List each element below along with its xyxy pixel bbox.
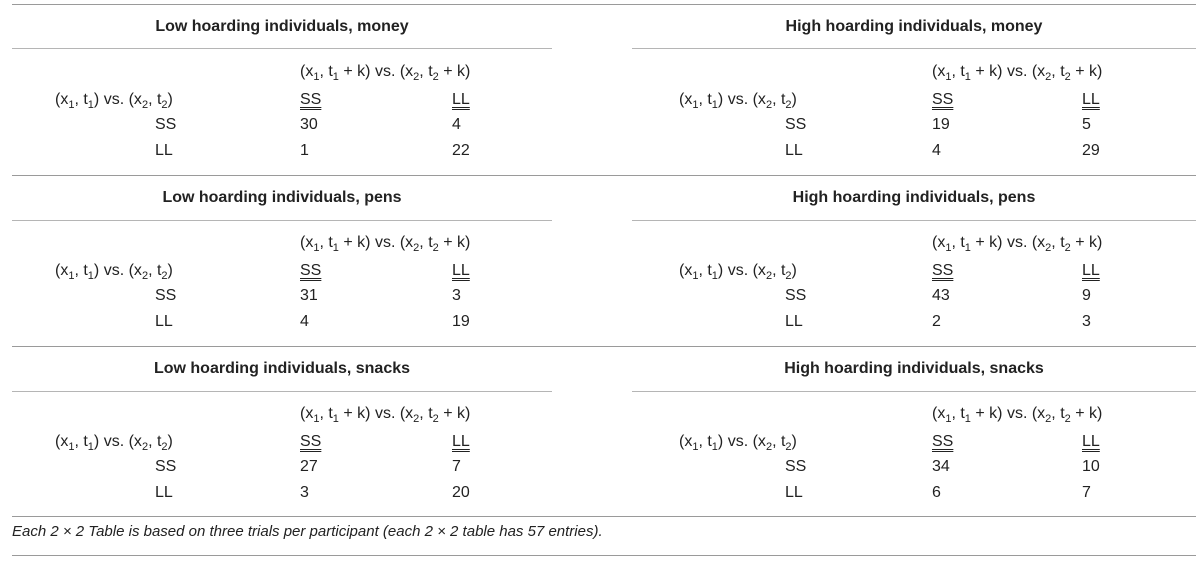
cell-ss-ll: 9 — [1082, 287, 1091, 304]
col-label-ll: LL — [452, 262, 470, 279]
row-label-ll: LL — [785, 142, 803, 159]
row-header: ($x_1$, $t_1$) vs. ($x_2$, $t_2$) — [55, 433, 173, 453]
title-rule-right-2 — [632, 220, 1196, 221]
row-label-ll: LL — [785, 484, 803, 501]
bottom-rule — [12, 555, 1196, 556]
cell-ll-ll: 29 — [1082, 142, 1100, 159]
cell-ss-ss: 34 — [932, 458, 950, 475]
panel-title: High hoarding individuals, money — [785, 18, 1043, 35]
panel-title: Low hoarding individuals, money — [155, 18, 409, 35]
row-header: ($x_1$, $t_1$) vs. ($x_2$, $t_2$) — [55, 91, 173, 111]
top-rule — [12, 4, 1196, 5]
col-label-ss: SS — [932, 433, 954, 450]
column-header: ($x_1$, $t_1 + k$) vs. ($x_2$, $t_2 + k$) — [932, 63, 1103, 83]
panel-title: High hoarding individuals, pens — [792, 189, 1036, 206]
title-rule-left-3 — [12, 391, 552, 392]
col-label-ss: SS — [300, 91, 322, 108]
col-label-ll: LL — [1082, 91, 1100, 108]
title-rule-left-1 — [12, 48, 552, 49]
row-header: ($x_1$, $t_1$) vs. ($x_2$, $t_2$) — [679, 91, 797, 111]
cell-ss-ll: 10 — [1082, 458, 1100, 475]
panel-title: Low hoarding individuals, pens — [162, 189, 402, 206]
panel-title: Low hoarding individuals, snacks — [153, 360, 411, 377]
table-footnote: Each 2 × 2 Table is based on three trials per participant (each 2 × 2 table has 57 entries). — [12, 523, 603, 540]
row-label-ss: SS — [785, 287, 807, 304]
col-label-ll: LL — [1082, 262, 1100, 279]
col-label-ll: LL — [452, 433, 470, 450]
cell-ll-ll: 22 — [452, 142, 470, 159]
section-rule-1 — [12, 175, 1196, 176]
cell-ss-ss: 31 — [300, 287, 318, 304]
cell-ll-ll: 3 — [1082, 313, 1091, 330]
title-rule-left-2 — [12, 220, 552, 221]
cell-ll-ll: 20 — [452, 484, 470, 501]
title-rule-right-1 — [632, 48, 1196, 49]
col-label-ll: LL — [452, 91, 470, 108]
row-label-ll: LL — [155, 142, 173, 159]
cell-ss-ss: 30 — [300, 116, 318, 133]
panel-title: High hoarding individuals, snacks — [784, 360, 1044, 377]
row-label-ss: SS — [155, 458, 177, 475]
col-label-ll: LL — [1082, 433, 1100, 450]
row-header: ($x_1$, $t_1$) vs. ($x_2$, $t_2$) — [55, 262, 173, 282]
row-label-ll: LL — [155, 484, 173, 501]
row-label-ss: SS — [785, 116, 807, 133]
cell-ss-ll: 7 — [452, 458, 461, 475]
cell-ll-ll: 19 — [452, 313, 470, 330]
col-label-ss: SS — [300, 262, 322, 279]
cell-ll-ss: 4 — [300, 313, 309, 330]
cell-ss-ss: 27 — [300, 458, 318, 475]
row-label-ll: LL — [155, 313, 173, 330]
cell-ll-ss: 4 — [932, 142, 941, 159]
section-rule-3 — [12, 516, 1196, 517]
cell-ll-ss: 6 — [932, 484, 941, 501]
row-header: ($x_1$, $t_1$) vs. ($x_2$, $t_2$) — [679, 433, 797, 453]
column-header: ($x_1$, $t_1 + k$) vs. ($x_2$, $t_2 + k$) — [300, 234, 471, 254]
column-header: ($x_1$, $t_1 + k$) vs. ($x_2$, $t_2 + k$) — [932, 234, 1103, 254]
cell-ss-ll: 3 — [452, 287, 461, 304]
column-header: ($x_1$, $t_1 + k$) vs. ($x_2$, $t_2 + k$) — [300, 63, 471, 83]
cell-ss-ss: 43 — [932, 287, 950, 304]
row-label-ss: SS — [155, 287, 177, 304]
row-label-ll: LL — [785, 313, 803, 330]
cell-ss-ll: 5 — [1082, 116, 1091, 133]
cell-ll-ss: 2 — [932, 313, 941, 330]
cell-ll-ss: 1 — [300, 142, 309, 159]
col-label-ss: SS — [932, 262, 954, 279]
row-header: ($x_1$, $t_1$) vs. ($x_2$, $t_2$) — [679, 262, 797, 282]
column-header: ($x_1$, $t_1 + k$) vs. ($x_2$, $t_2 + k$) — [300, 405, 471, 425]
cell-ll-ll: 7 — [1082, 484, 1091, 501]
row-label-ss: SS — [155, 116, 177, 133]
column-header: ($x_1$, $t_1 + k$) vs. ($x_2$, $t_2 + k$) — [932, 405, 1103, 425]
cell-ss-ss: 19 — [932, 116, 950, 133]
cell-ll-ss: 3 — [300, 484, 309, 501]
title-rule-right-3 — [632, 391, 1196, 392]
col-label-ss: SS — [932, 91, 954, 108]
section-rule-2 — [12, 346, 1196, 347]
col-label-ss: SS — [300, 433, 322, 450]
cell-ss-ll: 4 — [452, 116, 461, 133]
row-label-ss: SS — [785, 458, 807, 475]
